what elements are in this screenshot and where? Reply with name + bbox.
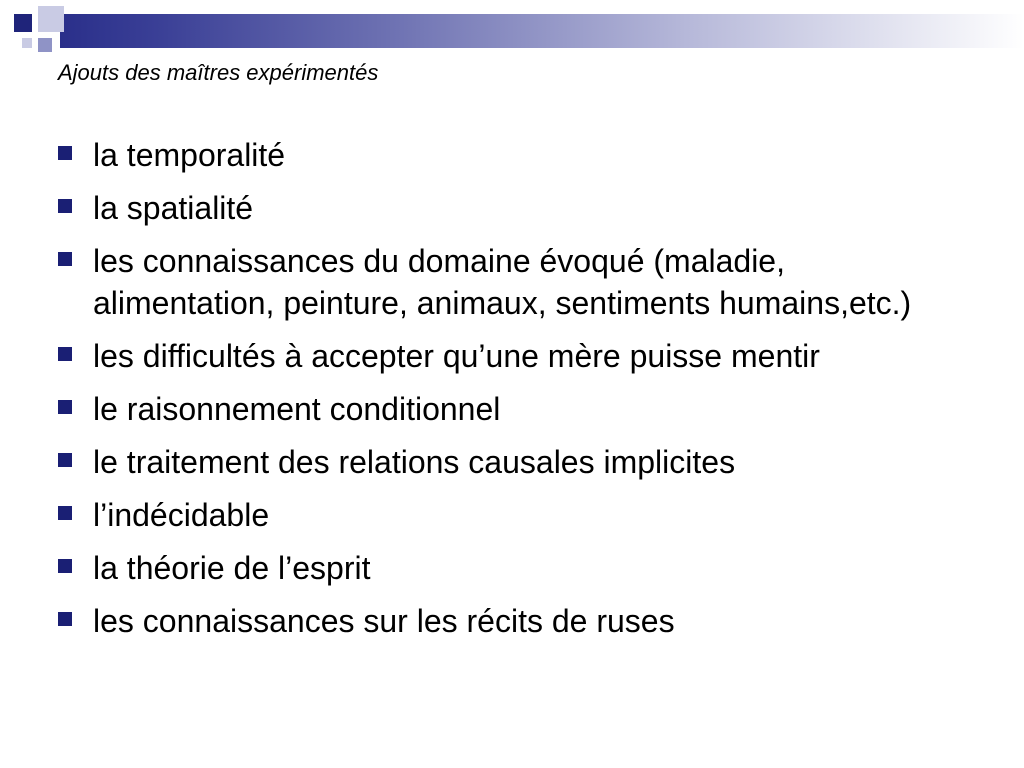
- header-square-mid: [38, 38, 52, 52]
- list-item: [58, 494, 958, 536]
- list-item: [58, 388, 958, 430]
- list-item-text: la temporalité: [93, 137, 286, 173]
- header-square-small: [22, 38, 32, 48]
- header-square-light: [38, 6, 64, 32]
- list-item-text: la spatialité: [93, 190, 254, 226]
- square-bullet-icon: [58, 612, 72, 626]
- list-item-text: le raisonnement conditionnel: [93, 391, 501, 427]
- square-bullet-icon: [58, 252, 72, 266]
- square-bullet-icon: [58, 559, 72, 573]
- list-item: [58, 134, 958, 176]
- square-bullet-icon: [58, 347, 72, 361]
- list-item: [58, 547, 958, 589]
- square-bullet-icon: [58, 199, 72, 213]
- list-item: [58, 187, 958, 229]
- header-square-navy: [14, 14, 32, 32]
- square-bullet-icon: [58, 453, 72, 467]
- list-item: [58, 240, 958, 324]
- square-bullet-icon: [58, 506, 72, 520]
- list-item-text: l’indécidable: [93, 497, 270, 533]
- list-item-text: les difficultés à accepter qu’une mère puisse mentir: [93, 338, 820, 374]
- list-item-text: les connaissances sur les récits de ruses: [93, 603, 675, 639]
- list-item: [58, 335, 958, 377]
- list-item-text: le traitement des relations causales implicites: [93, 444, 736, 480]
- square-bullet-icon: [58, 146, 72, 160]
- slide-title: Ajouts des maîtres expérimentés: [58, 60, 379, 85]
- header-gradient-band: [60, 14, 1024, 48]
- list-item-text: les connaissances du domaine évoqué (maladie, alimentation, peinture, animaux, sentiments humains,etc.): [93, 243, 912, 321]
- list-item: [58, 441, 958, 483]
- bullet-list: [58, 134, 958, 653]
- list-item: [58, 600, 958, 642]
- list-item-text: la théorie de l’esprit: [93, 550, 371, 586]
- square-bullet-icon: [58, 400, 72, 414]
